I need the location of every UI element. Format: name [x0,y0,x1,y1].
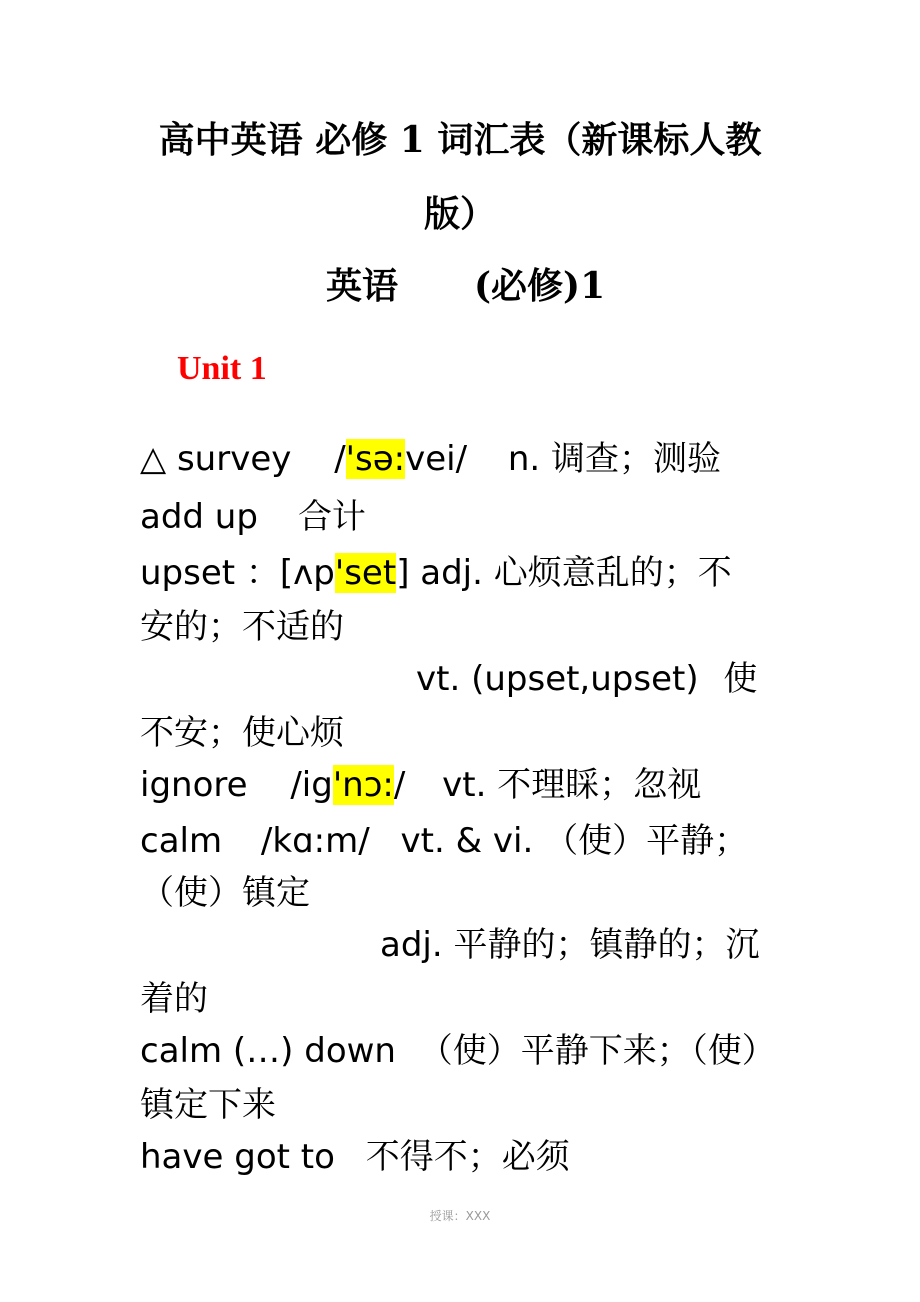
vocab-entry-upset-verb-cont [140,710,344,756]
entry-meaning: 合计 [297,497,366,537]
entry-word: survey [176,439,292,479]
entry-meaning: 不理睬；忽视 [497,765,702,805]
entry-meaning: （使）平静； [544,821,749,861]
entry-word: ignore [140,765,248,805]
entry-meaning: 镇定下来 [140,1085,276,1125]
highlighted-stress: 'set [334,553,397,593]
highlighted-stress: 'sə: [345,439,406,479]
vocab-entry-calm [140,818,748,864]
vocab-entry-add-up [140,494,366,540]
document-title-line-2: 版） [423,193,496,235]
entry-meaning: 心烦意乱的；不 [493,553,732,593]
entry-meaning: 不安；使心烦 [140,713,344,753]
entry-meaning: （使）镇定 [140,873,310,913]
entry-meaning: 不得不；必须 [365,1137,570,1177]
entry-word: have got to [140,1137,335,1177]
triangle-marker-icon: △ [140,439,167,479]
entry-separator: ： [245,553,280,593]
entry-pos: vt. & vi. [400,821,534,861]
vocab-entry-calm-down-cont [140,1082,276,1128]
entry-word: calm (…) down [140,1031,396,1071]
vocab-entry-survey [140,436,721,482]
entry-meaning: 使 [723,659,758,699]
entry-phonetic-pre: / [334,439,346,479]
entry-pos: adj. [380,925,443,965]
entry-pos: vt. [416,659,461,699]
entry-meaning: 调查；测验 [551,439,722,479]
entry-phonetic-pre: [ʌp [279,553,335,593]
entry-phonetic-pre: /ig [290,765,333,805]
entry-word: add up [140,497,258,537]
page-footer: 授课：XXX [429,1209,491,1223]
highlighted-stress: 'nɔ: [332,765,394,805]
entry-pos: vt. [442,765,487,805]
vocab-entry-calm-cont [140,870,310,916]
unit-heading: Unit 1 [177,350,267,387]
entry-phonetic-post: vei/ [405,439,468,479]
vocab-entry-calm-adj-cont [140,976,208,1022]
entry-meaning: （使）平静下来；（使） [418,1031,776,1071]
entry-meaning: 安的；不适的 [140,607,344,647]
entry-meaning: 着的 [140,979,208,1019]
vocab-entry-have-got-to [140,1134,570,1180]
entry-pos: n. [507,439,541,479]
entry-phonetic: /kɑ:m/ [260,821,370,861]
vocab-entry-calm-down [140,1028,776,1074]
vocab-entry-ignore [140,762,701,808]
entry-word: calm [140,821,223,861]
vocab-entry-calm-adj [380,922,759,968]
subtitle-subject: 英语 [326,265,399,307]
entry-phonetic-post: ] [396,553,410,593]
entry-forms: (upset,upset) [471,659,699,699]
vocab-entry-upset [140,550,732,596]
entry-word: upset [140,553,236,593]
entry-meaning: 平静的；镇静的；沉 [453,925,760,965]
vocab-entry-upset-verb [416,656,757,702]
vocab-entry-upset-cont [140,604,344,650]
entry-pos: adj. [420,553,483,593]
document-subtitle [326,258,605,309]
subtitle-book: (必修)1 [474,265,606,307]
document-title-line-1: 高中英语 必修 1 词汇表（新课标人教 [158,119,762,161]
entry-phonetic-post: / [393,765,406,805]
